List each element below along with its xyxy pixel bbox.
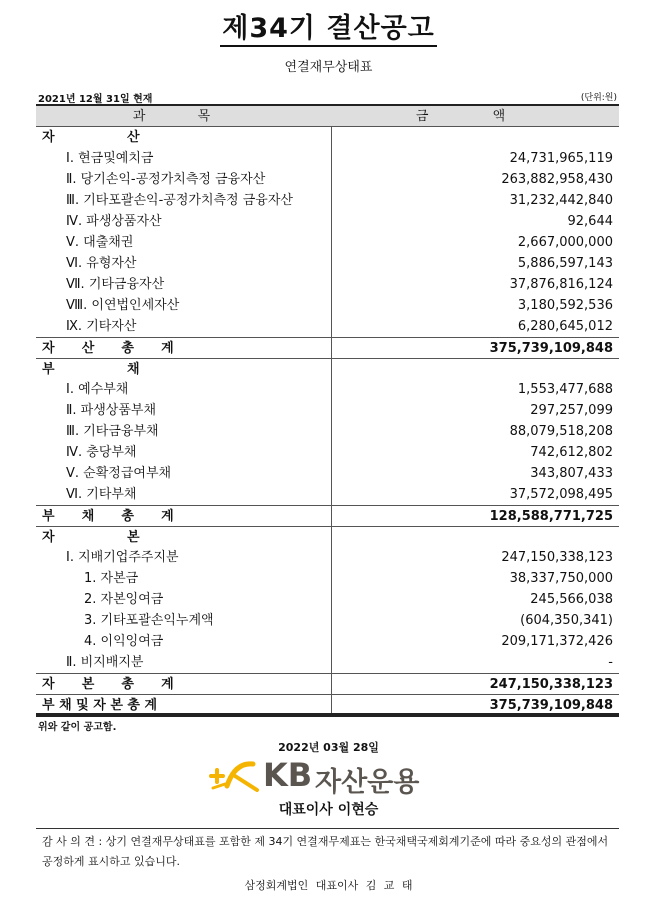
total-label: 부 채 총 계 bbox=[42, 509, 174, 524]
table-row bbox=[36, 274, 619, 295]
row-amount: 88,079,518,208 bbox=[509, 424, 613, 439]
table-row bbox=[36, 652, 619, 673]
section-row-assets bbox=[36, 127, 619, 148]
table-body bbox=[36, 127, 619, 694]
audit-opinion: 감 사 의 견 : 상기 연결재무상태표를 포함한 제 34기 연결재무제표는 한국채택국제회계기준에 따라 중요성의 관점에서 공정하게 표시하고 있습니다. bbox=[42, 835, 609, 868]
table-row bbox=[36, 463, 619, 484]
total-row-assets bbox=[36, 337, 619, 358]
logo-kb-text: KB bbox=[263, 756, 313, 794]
row-amount: - bbox=[608, 655, 613, 670]
table-row bbox=[36, 190, 619, 211]
table-row bbox=[36, 631, 619, 652]
grand-total-row bbox=[36, 694, 619, 715]
row-label: Ⅵ. 유형자산 bbox=[66, 256, 137, 271]
report-date: 2021년 12월 31일 현재 bbox=[38, 94, 153, 105]
section-row-liabilities bbox=[36, 358, 619, 379]
row-label: 2. 자본잉여금 bbox=[84, 592, 164, 607]
row-label: Ⅳ. 충당부채 bbox=[66, 445, 137, 460]
grand-total-amount: 375,739,109,848 bbox=[489, 698, 613, 713]
page-title: 제34기 결산공고 bbox=[0, 6, 657, 45]
closing-text: 위와 같이 공고함. bbox=[38, 722, 117, 733]
row-amount: 742,612,802 bbox=[530, 445, 613, 460]
row-label: Ⅱ. 파생상품부채 bbox=[66, 403, 157, 418]
row-amount: 263,882,958,430 bbox=[501, 172, 613, 187]
grand-total-label: 부 채 및 자 본 총 계 bbox=[42, 698, 158, 713]
statement-subtitle: 연결재무상태표 bbox=[284, 60, 373, 75]
table-row bbox=[36, 295, 619, 316]
publish-date: 2022년 03월 28일 bbox=[278, 741, 379, 754]
row-amount: 38,337,750,000 bbox=[509, 571, 613, 586]
logo-company-name: 자산운용 bbox=[315, 767, 420, 798]
row-label: 1. 자본금 bbox=[84, 571, 139, 586]
row-amount: 37,876,816,124 bbox=[509, 277, 613, 292]
row-label: Ⅱ. 당기손익-공정가치측정 금융자산 bbox=[66, 172, 266, 187]
table-header bbox=[36, 106, 619, 127]
row-amount: 31,232,442,840 bbox=[509, 193, 613, 208]
section-label: 자 본 bbox=[42, 530, 140, 545]
table-row bbox=[36, 169, 619, 190]
total-amount: 247,150,338,123 bbox=[489, 677, 613, 692]
total-label: 자 산 총 계 bbox=[42, 341, 174, 356]
row-label: Ⅵ. 기타부채 bbox=[66, 487, 137, 502]
table-row bbox=[36, 442, 619, 463]
row-amount: 37,572,098,495 bbox=[509, 487, 613, 502]
table-row bbox=[36, 211, 619, 232]
total-amount: 128,588,771,725 bbox=[489, 509, 613, 524]
row-label: Ⅳ. 파생상품자산 bbox=[66, 214, 162, 229]
row-label: Ⅲ. 기타금융부채 bbox=[66, 424, 159, 439]
row-label: Ⅰ. 지배기업주주지분 bbox=[66, 550, 179, 565]
row-amount: 297,257,099 bbox=[530, 403, 613, 418]
table-row bbox=[36, 148, 619, 169]
row-amount: 343,807,433 bbox=[530, 466, 613, 481]
row-amount: 1,553,477,688 bbox=[517, 382, 613, 397]
row-label: 4. 이익잉여금 bbox=[84, 634, 164, 649]
row-amount: 209,171,372,426 bbox=[501, 634, 613, 649]
table-row bbox=[36, 589, 619, 610]
company-logo bbox=[205, 756, 455, 796]
section-row-equity bbox=[36, 526, 619, 547]
row-label: Ⅴ. 순확정급여부채 bbox=[66, 466, 172, 481]
table-row bbox=[36, 379, 619, 400]
row-label: Ⅱ. 비지배지분 bbox=[66, 655, 144, 670]
row-label: Ⅰ. 현금및예치금 bbox=[66, 151, 154, 166]
row-amount: 245,566,038 bbox=[530, 592, 613, 607]
header-amount: 금 액 bbox=[415, 109, 536, 124]
table-row bbox=[36, 568, 619, 589]
row-amount: 2,667,000,000 bbox=[517, 235, 613, 250]
table-row bbox=[36, 421, 619, 442]
table-row bbox=[36, 484, 619, 505]
table-row bbox=[36, 547, 619, 568]
row-label: Ⅲ. 기타포괄손익-공정가치측정 금융자산 bbox=[66, 193, 293, 208]
row-label: 3. 기타포괄손익누계액 bbox=[84, 613, 214, 628]
kb-star-icon bbox=[205, 756, 263, 796]
total-row-liabilities bbox=[36, 505, 619, 526]
auditor-signature: 삼정회계법인 대표이사 김 교 태 bbox=[244, 879, 413, 892]
row-label: Ⅸ. 기타자산 bbox=[66, 319, 137, 334]
ceo-signature: 대표이사 이현승 bbox=[278, 802, 379, 818]
row-label: Ⅰ. 예수부채 bbox=[66, 382, 129, 397]
table-row bbox=[36, 400, 619, 421]
row-amount: 5,886,597,143 bbox=[517, 256, 613, 271]
row-amount: (604,350,341) bbox=[520, 613, 613, 628]
table-row bbox=[36, 253, 619, 274]
total-amount: 375,739,109,848 bbox=[489, 341, 613, 356]
row-amount: 6,280,645,012 bbox=[517, 319, 613, 334]
section-label: 부 채 bbox=[42, 362, 140, 377]
table-row bbox=[36, 610, 619, 631]
section-label: 자 산 bbox=[42, 130, 140, 145]
divider bbox=[36, 828, 619, 829]
row-amount: 24,731,965,119 bbox=[509, 151, 613, 166]
row-label: Ⅷ. 이연법인세자산 bbox=[66, 298, 180, 313]
table-row bbox=[36, 232, 619, 253]
unit-label: (단위:원) bbox=[580, 93, 617, 103]
row-amount: 247,150,338,123 bbox=[501, 550, 613, 565]
row-label: Ⅴ. 대출채권 bbox=[66, 235, 134, 250]
row-amount: 3,180,592,536 bbox=[517, 298, 613, 313]
header-subject: 과 목 bbox=[132, 109, 235, 124]
row-label: Ⅶ. 기타금융자산 bbox=[66, 277, 165, 292]
total-row-equity bbox=[36, 673, 619, 694]
balance-sheet-table bbox=[36, 104, 619, 717]
table-row bbox=[36, 316, 619, 337]
total-label: 자 본 총 계 bbox=[42, 677, 174, 692]
row-amount: 92,644 bbox=[567, 214, 613, 229]
